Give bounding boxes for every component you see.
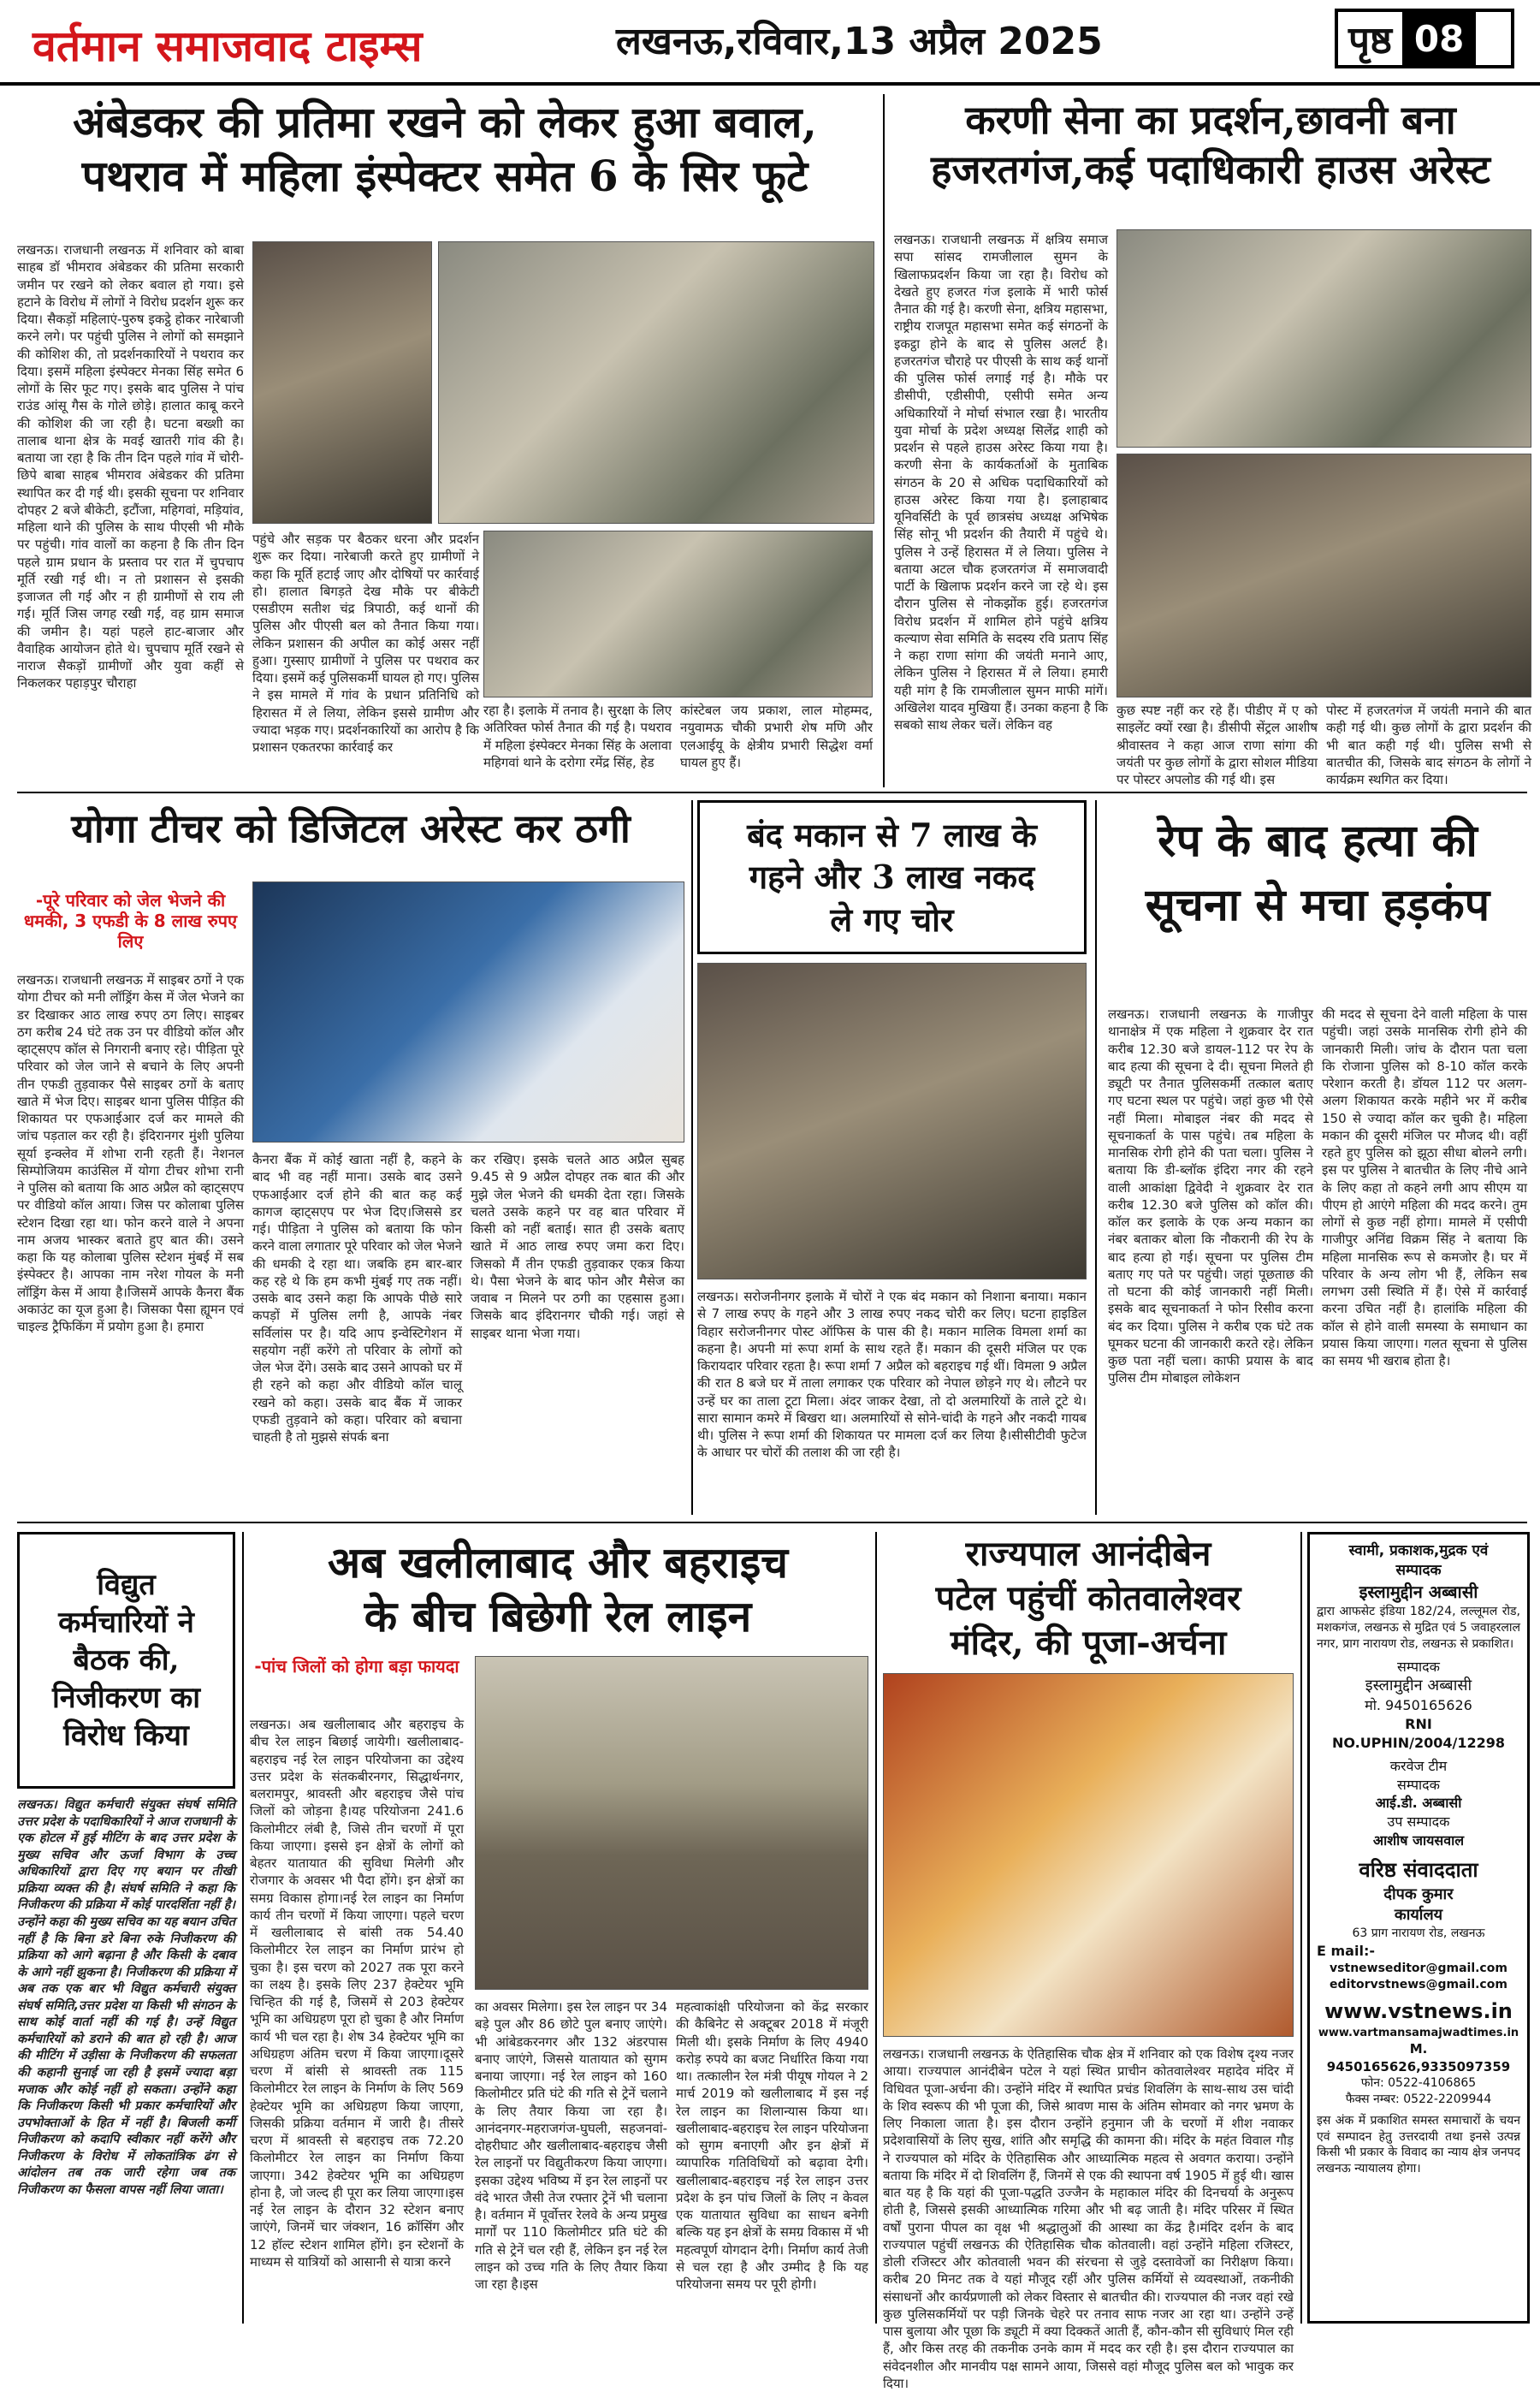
story1-headline — [17, 96, 873, 203]
story8-headline — [883, 1532, 1294, 1665]
story5-headline — [1108, 809, 1527, 938]
story8-headline-line2: पटेल पहुंचीं कोतवालेश्वर — [935, 1578, 1241, 1618]
column-divider — [242, 1532, 244, 2324]
imprint-phone: फोन: 0522-4106865 — [1360, 2075, 1477, 2090]
imprint-owner: इस्लामुद्दीन अब्बासी — [1359, 1581, 1478, 1602]
story7-photo-railway — [475, 1656, 868, 1990]
imprint-editor-label2: सम्पादक — [1397, 1658, 1440, 1675]
story2-headline-line1: करणी सेना का प्रदर्शन,छावनी बना — [965, 97, 1456, 143]
column-divider — [1095, 800, 1097, 1515]
story4-headline-line3: ले गए चोर — [830, 899, 954, 939]
story5-col2: की मदद से सूचना देने वाली महिला के पास पहुंची। जहां उसके मानसिक रोगी होने की जानकारी मिली। जांच के दौरान पता चला कि रोजाना पुलिस को 8-10 कॉल करके परेशान करती है। डॉयल 112 पर अलग-अलग शिकायत करके महीने भर में करीब 150 से ज्यादा कॉल कर चुकी है। महिला मकान की दूसरी मंजिल पर मौजद थी। वहीं रहते हुए पुलिस को झूठा सीधा बोलने लगी। इस पर पुलिस ने बातचीत के लिए नीचे आने के लिए कहा तो कहने लगी आप सीएम या पीएम हो आएंगे महिला की मदद करने। तुम लोगों से कुछ नहीं होगा। मामले में एसीपी गाजीपुर अनिंद्य विक्रम सिंह ने बताया कि महिला मानसिक रूप से कमजोर है। घर में परिवार के अन्य लोग भी हैं, लेकिन सब लगभग उसी स्थिति में हैं। ऐसे में कार्रवाई करना उचित नहीं है। हालांकि महिला की कॉल से होने वाली समस्या के समाधान का प्रयास किया जाएगा। गलत सूचना से पुलिस का समय भी खराब होता है। — [1322, 1006, 1527, 1368]
story3-photo-cyber — [252, 881, 684, 1143]
story2-photo-detained — [1116, 454, 1531, 697]
story1-col1: लखनऊ। राजधानी लखनऊ में शनिवार को बाबा साहब डॉ भीमराव अंबेडकर की प्रतिमा सरकारी जमीन पर रखने को लेकर बवाल हो गया। इसे हटाने के विरोध में लोगों ने विरोध प्रदर्शन शुरू कर दिया। सैकड़ों महिलाएं-पुरुष इकट्ठे होकर नारेबाजी करने लगे। पर पहुंची पुलिस ने लोगों को समझाने की कोशिश की, तो प्रदर्शनकारियों ने पथराव कर दिया। इसमें महिला इंस्पेक्टर मेनका सिंह समेत 6 लोगों के सिर फूट गए। इसके बाद पुलिस ने पांच राउंड आंसू गैस के गोले छोड़े। हालात काबू करने की कोशिश की जा रही है। घटना बख्शी का तालाब थाना क्षेत्र के मवई खातरी गांव की है। बताया जा रहा है कि तीन दिन पहले गांव में चोरी-छिपे बाबा साहब भीमराव अंबेडकर की प्रतिमा स्थापित कर दी गई थी। इसकी सूचना पर शनिवार दोपहर 2 बजे बीकेटी, इटौंजा, महिगवां, मड़ियांव, महिला थाने की पुलिस के साथ पीएसी भी मौके पर पहुंची। गांव वालों का कहना है कि तीन दिन पहले ग्राम प्रधान के प्रस्ताव पर रात में चुपचाप मूर्ति रखी गई थी। न तो प्रशासन से इसकी इजाजत ली गई और न ही ग्रामीणों से राय ली गई। मूर्ति जिस जगह रखी गई, वह ग्राम समाज की जमीन है। यहां पहले हाट-बाजार और वैवाहिक आयोजन होते थे। चुपचाप मूर्ति रखने से नाराज सैकड़ों ग्रामीणों और युवा कहीं से निकलकर पहाड़पुर चौराहा — [17, 242, 244, 691]
imprint-email-label: E mail:- — [1317, 1943, 1375, 1960]
story8-headline-line3: मंदिर, की पूजा-अर्चना — [950, 1623, 1227, 1663]
story8-headline-line1: राज्यपाल आनंदीबेन — [965, 1534, 1211, 1574]
column-divider — [1300, 1532, 1302, 2324]
story5-col1: लखनऊ। राजधानी लखनऊ के गाजीपुर थानाक्षेत्र में एक महिला ने शुक्रवार देर रात करीब 12.30 बजे डायल-112 पर रेप के बाद हत्या की सूचना दे दी। सूचना मिलते ही ड्यूटी पर तैनात पुलिसकर्मी तत्काल बताए गए घटना स्थल पर पहुंचे। जहां कुछ भी ऐसे नहीं मिला। मोबाइल नंबर की मदद से सूचनाकर्ता के पास पहुंचे। तब महिला के मानसिक रोगी होने की पता चला। पुलिस ने बताया कि डी-ब्लॉक इंदिरा नगर की रहने वाली आकांक्षा द्विवेदी ने शुक्रवार देर रात करीब 12.30 बजे पुलिस को कॉल की। कॉल कर इलाके के एक अन्य मकान का नंबर बताकर बोला कि नौकरानी की रेप के बाद हत्या हो गई। सूचना पर पुलिस टीम बताए गए पते पर पहुंची। जहां पूछताछ की तो घटना की कोई जानकारी नहीं मिली। इसके बाद सूचनाकर्ता ने फोन रिसीव करना बंद कर दिया। पुलिस ने करीब एक घंटे तक घूमकर घटना की जानकारी करते रहे। लेकिन कुछ पता नहीं चला। काफी प्रयास के बाद पुलिस टीम मोबाइल लोकेशन — [1108, 1006, 1313, 1386]
paper-name: वर्तमान समाजवाद टाइम्स — [33, 21, 423, 71]
story4-headline-line2: गहने और 3 लाख नकद — [749, 858, 1035, 897]
story4-col1: लखनऊ। सरोजनीनगर इलाके में चोरों ने एक बंद मकान को निशाना बनाया। मकान से 7 लाख रुपए के गहने और 3 लाख रुपए नकद चोरी कर लिए। घटना हाइडिल विहार सरोजनीनगर पोस्ट ऑफिस के पास की है। मकान मालिक विमला शर्मा का कहना है। अपनी मां रूपा शर्मा के साथ रहते हैं। मकान की दूसरी मंजिल पर एक किरायदार परिवार रहता है। रूपा शर्मा 7 अप्रैल को बहराइच गई थीं। विमला 9 अप्रैल की रात 8 बजे घर में ताला लगाकर एक परिवार को नेपाल छोड़ने गए थे। लौटने पर उन्हें घर का ताला टूटा मिला। अंदर जाकर देखा, तो दो अलमारियों के ताले टूटे थे। सारा सामान कमरे में बिखरा था। अलमारियों से सोने-चांदी के गहने और नकदी गायब थी। पुलिस ने रूपा शर्मा की शिकायत पर मामला दर्ज कर लिया है।सीसीटीवी फुटेज के आधार पर चोरों की तलाश की जा रही है। — [697, 1289, 1087, 1461]
column-divider — [883, 94, 885, 787]
story6-headline-line2: कर्मचारियों ने — [58, 1605, 194, 1640]
imprint-editor2: आई.डी. अब्बासी — [1375, 1795, 1462, 1812]
imprint-fax: फैक्स नम्बर: 0522-2209944 — [1345, 2092, 1492, 2106]
story1-photo-crowd — [438, 241, 874, 524]
page-number: 08 — [1402, 12, 1476, 65]
story7-headline — [250, 1536, 866, 1643]
story1-col3: रहा है। इलाके में तनाव है। सुरक्षा के लिए अतिरिक्त फोर्स तैनात की गई है। पथराव में महिला इंस्पेक्टर मेनका सिंह के अलावा महिगवां थाने के दरोगा रमेंद्र सिंह, हेड — [483, 703, 672, 770]
story3-headline: योगा टीचर को डिजिटल अरेस्ट कर ठगी — [71, 805, 631, 852]
story3-col1: लखनऊ। राजधानी लखनऊ में साइबर ठगों ने एक योगा टीचर को मनी लॉड्रिंग केस में जेल भेजने का डर दिखाकर आठ लाख रुपए ठग लिए। साइबर ठग करीब 24 घंटे तक उन पर वीडियो कॉल और व्हाट्सएप कॉल से निगरानी बनाए रहे। पीड़िता पूरे परिवार को जेल जाने से बचाने के लिए अपनी तीन एफडी तुड़वाकर पैसे साइबर ठगों के बताए खाते में भेज दिए। साइबर थाना पुलिस पीड़ित की शिकायत पर एफआईआर दर्ज कर मामले की जांच पड़ताल कर रही है। इंदिरानगर मुंशी पुलिया सूर्या इन्क्लेव में शोभा रानी रहती हैं। नेशनल सिम्पोजियम काउंसिल में योगा टीचर शोभा रानी ने पुलिस को बताया कि आठ अप्रैल को व्हाट्सएप पर वीडियो कॉल आया। जिस पर कोलाबा पुलिस स्टेशन दिखा रहा था। फोन करने वाले ने अपना नाम अजय भास्कर बताते हुए बात की। उसने कहा कि यह कोलाबा पुलिस स्टेशन मुंबई में सब इंस्पेक्टर है। आपका नाम नरेश गोयल के मनी लॉड्रिंग केस में आया है।जिसमें आपके कैनरा बैंक अकाउंट का यूज हुआ है। जिसका पैसा ह्यूमन एवं चाइल्ड ट्रैफिकिंग में प्रयोग हुआ है। हमारा — [17, 972, 244, 1334]
story6-col1: लखनऊ। विद्युत कर्मचारी संयुक्त संघर्ष समिति उत्तर प्रदेश के पदाधिकारियों ने आज राजधानी के एक होटल में हुई मीटिंग के बाद उत्तर प्रदेश के मुख्य सचिव और ऊर्जा विभाग के उच्च अधिकारियों द्वारा दिए गए बयान पर तीखी प्रक्रिया व्यक्त की है। संघर्ष समिति ने कहा कि निजीकरण की प्रक्रिया में कोई पारदर्शिता नहीं है। उन्होंने कहा की मुख्य सचिव का यह बयान उचित नहीं है कि बिना डरे बिना रुके निजीकरण की प्रक्रिया को आगे बढ़ाना है और किसी के दबाव के आगे नहीं झुकना है। निजीकरण की प्रक्रिया में अब तक एक बार भी विद्युत कर्मचारी संयुक्त संघर्ष समिति,उत्तर प्रदेश या किसी भी संगठन के साथ कोई वार्ता नहीं की गई है। उन्हें विद्युत कर्मचारियों को डराने की बात हो रही है। आज की मीटिंग में उड़ीसा के निजीकरण की सफलता की कहानी सुनाई जा रही है इसमें ज्यादा बड़ा मजाक और कोई नहीं हो सकता। उन्होंने कहा कि निजीकरण किसी भी प्रकार कर्मचारियों और उपभोक्ताओं के हित में नहीं है। बिजली कर्मी निजीकरण को कदापि स्वीकार नहीं करेंगे और निजीकरण के विरोध में लोकतांत्रिक ढंग से आंदोलन तब तक जारी रहेगा जब तक निजीकरण का फैसला वापस नहीं लिया जाता। — [17, 1798, 235, 2197]
story4-headline-line1: बंद मकान से 7 लाख के — [747, 815, 1037, 854]
story7-col3: महत्वाकांक्षी परियोजना को केंद्र सरकार की कैबिनेट से अक्टूबर 2018 में मंजूरी मिली थी। इसके निर्माण के लिए 4940 करोड़ रुपये का बजट निर्धारित किया गया था। तत्कालीन रेल मंत्री पीयूष गोयल ने 2 मार्च 2019 को खलीलाबाद में इस नई रेल लाइन का शिलान्यास किया था।खलीलाबाद-बहराइच रेल लाइन परियोजना को सुगम बनाएगी और इन क्षेत्रों में व्यापारिक गतिविधियों को बढ़ावा देगी। खलीलाबाद-बहराइच नई रेल लाइन उत्तर प्रदेश के इन पांच जिलों के लिए न केवल एक यातायात सुविधा का साधन बनेगी बल्कि यह इन क्षेत्रों के समग्र विकास में भी महत्वपूर्ण योगदान देगी। निर्माण कार्य तेजी से चल रहा है और उम्मीद है कि यह परियोजना समय पर पूरी होगी। — [676, 1999, 868, 2292]
story1-col4: कांस्टेबल जय प्रकाश, लाल मोहम्मद, नयुवामऊ चौकी प्रभारी शेष मणि और एलआईयू के क्षेत्रीय प्रभारी सिद्धेश वर्मा घायल हुए हैं। — [680, 703, 873, 770]
story1-photo-inspector — [252, 241, 432, 524]
story3-col3: कर रखिए। इसके चलते आठ अप्रैल सुबह 9.45 से 9 अप्रैल दोपहर तक बात की और मुझे जेल भेजने की धमकी देता रहा। जिसके चलते उसके कहने पर वह बात परिवार में किसी को नहीं बताई। सात ही उसके बताए खाते में आठ लाख रुपए जमा करा दिए। जिसको मैं तीन एफडी तुड़वाकर एकत्र किया थे। पैसा भेजने के बाद फोन और मैसेज का जवाब न मिलने पर ठगी का एहसास हुआ। जिसके बाद इंदिरानगर चौकी गई। जहां से साइबर थाना भेजा गया। — [471, 1152, 684, 1341]
story7-col1: लखनऊ। अब खलीलाबाद और बहराइच के बीच रेल लाइन बिछाई जायेगी। खलीलाबाद-बहराइच नई रेल लाइन परियोजना का उद्देश्य उत्तर प्रदेश के संतकबीरनगर, सिद्धार्थनगर, बलरामपुर, श्रावस्ती और बहराइच जैसे पांच जिलों को जोड़ना है।यह परियोजना 241.6 किलोमीटर लंबी है, जिसे तीन चरणों में पूरा किया जाएगा। इससे इन क्षेत्रों के लोगों को बेहतर यातायात की सुविधा मिलेगी और रोजगार के अवसर भी पैदा होंगे। इन क्षेत्रों का समग्र विकास होगा।नई रेल लाइन का निर्माण कार्य तीन चरणों में किया जाएगा। पहले चरण में खलीलाबाद से बांसी तक 54.40 किलोमीटर रेल लाइन का निर्माण प्रारंभ हो चुका है। इस चरण को 2027 तक पूरा करने का लक्ष्य है। इसके लिए 237 हेक्टेयर भूमि चिन्हित की गई है, जिसमें से 203 हेक्टेयर भूमि का अधिग्रहण पूरा हो चुका है और निर्माण कार्य भी चल रहा है। शेष 34 हेक्टेयर भूमि का अधिग्रहण अंतिम चरण में किया जाएगा।दूसरे चरण में बांसी से श्रावस्ती तक 115 किलोमीटर रेल लाइन के निर्माण के लिए 569 हेक्टेयर भूमि का अधिग्रहण किया जाएगा, जिसकी प्रक्रिया वर्तमान में जारी है। तीसरे चरण में श्रावस्ती से बहराइच तक 72.20 किलोमीटर रेल लाइन का निर्माण किया जाएगा। 342 हेक्टेयर भूमि का अधिग्रहण होना है, जो जल्द ही पूरा कर लिया जाएगा।इस नई रेल लाइन के दौरान 32 स्टेशन बनाए जाएंगे, जिनमें चार जंक्शन, 16 क्रॉसिंग और 12 हॉल्ट स्टेशन शामिल होंगे। इन स्टेशनों के माध्यम से यात्रियों को आसानी से यात्रा करने — [250, 1717, 464, 2270]
imprint-email2[interactable]: editorvstnews@gmail.com — [1330, 1977, 1507, 1991]
imprint-editor-label: सम्पादक — [1395, 1561, 1442, 1579]
story1-headline-line2: पथराव में महिला इंस्पेक्टर समेत 6 के सिर फूटे — [81, 150, 808, 201]
story2-headline-line2: हजरतगंज,कई पदाधिकारी हाउस अरेस्ट — [931, 145, 1490, 193]
imprint-email1[interactable]: vstnewseditor@gmail.com — [1330, 1961, 1507, 1975]
imprint-subeditor-label: उप सम्पादक — [1387, 1813, 1450, 1830]
imprint-rni: NO.UPHIN/2004/12298 — [1331, 1734, 1506, 1751]
story4-photo-jewellery — [697, 963, 1087, 1279]
imprint-senior-label: वरिष्ठ संवाददाता — [1359, 1858, 1478, 1883]
story3-col2: कैनरा बैंक में कोई खाता नहीं है, कहने के बाद भी वह नहीं माना। उसके बाद उसने एफआईआर दर्ज होने की बात कह कई कागज व्हाट्सएप पर भेज दिए।जिससे डर गई। पीड़िता ने पुलिस को बताया कि फोन करने वाला लगातार पूरे परिवार को जेल भेजने की धमकी दे रहा था। जबकि हम बार-बार कह रहे थे कि हम कभी मुंबई गए तक नहीं। उसके बाद उसने कहा कि आपके पीछे सारे कपड़ों में पुलिस लगी है, आपके नंबर सर्विलांस पर है। यदि आप इन्वेस्टिगेशन में सहयोग नहीं करेंगे तो परिवार के लोगों को जेल भेज देंगे। उसके बाद उसने आपको घर में ही रहने को कहा और वीडियो कॉल चालू रखने को कहा। उसके बाद बैंक में जाकर एफडी तुड़वाने को कहा। परिवार को बचाना चाहती है तो मुझसे संपर्क बना — [252, 1152, 462, 1445]
story6-headline-line3: बैठक की, — [73, 1642, 180, 1677]
story2-headline — [894, 96, 1527, 194]
section-divider — [17, 792, 1527, 793]
imprint-rni-label: RNI — [1405, 1716, 1432, 1733]
story1-photo-stone-pelting — [483, 531, 873, 697]
page-number-box — [1335, 9, 1514, 68]
story4-headline-box — [697, 800, 1087, 954]
story5-headline-line2: सूचना से मचा हड़कंप — [1145, 879, 1490, 932]
story7-headline-line1: अब खलीलाबाद और बहराइच — [327, 1537, 789, 1588]
imprint-owner-label: स्वामी, प्रकाशक,मुद्रक एवं — [1348, 1542, 1489, 1559]
page-label: पृष्ठ — [1348, 19, 1392, 62]
imprint-address: द्वारा आफसेट इंडिया 182/24, लल्लूमल रोड, मशकगंज, लखनऊ से मुद्रित एवं 5 जवाहरलाल नगर, प्राग नारायण रोड, लखनऊ से प्रकाशित। — [1317, 1604, 1520, 1651]
story2-col2: कुछ स्पष्ट नहीं कर रहे हैं। पीडीए में ए को साइलेंट क्यों रखा है। डीसीपी सेंट्रल आशीष श्रीवास्तव ने कहा आज राणा सांगा की जयंती पर कुछ लोगों के द्वारा सोशल मीडिया पर पोस्टर अपलोड की गई थी। इस — [1116, 703, 1318, 787]
story1-col2: पहुंचे और सड़क पर बैठकर धरना और प्रदर्शन शुरू कर दिया। नारेबाजी करते हुए ग्रामीणों ने कहा कि मूर्ति हटाई जाए और दोषियों पर कार्रवाई हो। हालात बिगड़ते देख मौके पर बीकेटी एसडीएम सतीश चंद्र त्रिपाठी, कई थानों की पुलिस और पीएसी बल को तैनात किया गया। लेकिन प्रशासन की अपील का कोई असर नहीं हुआ। गुस्साए ग्रामीणों ने पुलिस पर पथराव कर दिया। इसमें कई पुलिसकर्मी घायल हो गए। पुलिस ने इस मामले में गांव के प्रधान प्रतिनिधि को हिरासत में ले लिया, लेकिन इससे ग्रामीण और ज्यादा भड़क गए। प्रदर्शनकारियों का आरोप है कि प्रशासन एकतरफा कार्रवाई कर — [252, 531, 479, 755]
story6-headline-line1: विद्युत — [97, 1567, 156, 1602]
story2-photo-police — [1116, 229, 1531, 448]
imprint-subeditor: आशीष जायसवाल — [1372, 1831, 1465, 1849]
story3-subhead: -पूरे परिवार को जेल भेजने की धमकी, 3 एफडी के 8 लाख रुपए लिए — [23, 890, 238, 952]
story7-subhead: -पांच जिलों को होगा बड़ा फायदा — [254, 1656, 459, 1677]
story1-headline-line1: अंबेडकर की प्रतिमा रखने को लेकर हुआ बवाल, — [73, 97, 817, 147]
story2-col3: पोस्ट में हजरतगंज में जयंती मनाने की बात कही गई थी। कुछ लोगों के द्वारा प्रदर्शन की भी बात कही गई थी। पुलिस सभी से बातचीत की, जिसके बाद संगठन के लोगों ने कार्यक्रम स्थगित कर दिया। — [1326, 703, 1531, 787]
imprint-mobile2: M. 9450165626,9335097359 — [1326, 2041, 1511, 2074]
story8-photo-temple — [883, 1673, 1294, 2037]
dateline: लखनऊ,रविवार,13 अप्रैल 2025 — [616, 20, 1103, 63]
imprint-office: 63 प्राग नारायण रोड, लखनऊ — [1352, 1926, 1485, 1941]
story7-col2: का अवसर मिलेगा। इस रेल लाइन पर 34 बड़े पुल और 86 छोटे पुल बनाए जाएंगे। भी आंबेडकरनगर और 132 अंडरपास बनाए जाएंगे, जिससे यातायात को सुगम बनाया जाएगा। नई रेल लाइन को 160 किलोमीटर प्रति घंटे की गति से ट्रेनें चलाने के लिए तैयार किया जा रहा है। आनंदनगर-महराजगंज-घुघली, सहजनवां-दोहरीघाट और खलीलाबाद-बहराइच जैसी रेल लाइनों पर विद्युतीकरण किया जाएगा। इसका उद्देश्य भविष्य में इन रेल लाइनों पर वंदे भारत जैसी तेज रफ्तार ट्रेनें भी चलाना है। वर्तमान में पूर्वोत्तर रेलवे के अन्य प्रमुख मार्गों पर 110 किलोमीटर प्रति घंटे की गति से ट्रेनें चल रही हैं, लेकिन इन नई रेल लाइन को उच्च गति के लिए तैयार किया जा रहा है।इस — [475, 1999, 667, 2292]
imprint-editor2-label: सम्पादक — [1397, 1776, 1440, 1793]
imprint-website1[interactable]: www.vstnews.in — [1324, 1999, 1513, 2024]
story6-headline-line5: विरोध किया — [63, 1718, 189, 1754]
imprint-disclaimer: इस अंक में प्रकाशित समस्त समाचारों के चयन एवं सम्पादन हेतु उत्तरदायी तथा इनसे उत्पन्न किसी भी प्रकार के विवाद का न्याय क्षेत्र जनपद लखनऊ न्यायालय होगा। — [1317, 2113, 1520, 2176]
imprint-senior: दीपक कुमार — [1383, 1885, 1454, 1903]
imprint-mobile: मो. 9450165626 — [1365, 1697, 1472, 1714]
imprint-box — [1307, 1532, 1530, 2324]
imprint-office-label: कार्यालय — [1394, 1905, 1443, 1924]
imprint-website2[interactable]: www.vartmansamajwadtimes.in — [1318, 2026, 1519, 2039]
story7-headline-line2: के बीच बिछेगी रेल लाइन — [364, 1590, 752, 1641]
section-divider — [17, 1522, 1527, 1523]
imprint-team-label: करवेज टीम — [1389, 1758, 1448, 1775]
story8-col1: लखनऊ। राजधानी लखनऊ के ऐतिहासिक चौक क्षेत्र में शनिवार को एक विशेष दृश्य नजर आया। राज्यपाल आनंदीबेन पटेल ने यहां स्थित प्राचीन कोतवालेश्वर महादेव मंदिर में विधिवत पूजा-अर्चना की। उन्होंने मंदिर में स्थापित प्रचंड शिवलिंग के साथ-साथ उस चांदी के शिव स्वरूप की भी पूजा की, जिसे श्रावण मास के अंतिम सोमवार को नगर भ्रमण के लिए निकाला जाता है। इस दौरान उन्होंने हनुमान जी के चरणों में शीश नवाकर प्रदेशवासियों के लिए सुख, शांति और समृद्धि की कामना की। मंदिर के महंत विवाल गौड़ ने राज्यपाल को मंदिर के ऐतिहासिक और आध्यात्मिक महत्व से अवगत कराया। उन्होंने बताया कि मंदिर में दो शिवलिंग हैं, जिनमें से एक की स्थापना वर्ष 1905 में हुई थी। खास बात यह है कि यहां की पूजा-पद्धति उज्जैन के महाकाल मंदिर की दिनचर्या के अनुरूप होती है, जिससे इसकी आध्यात्मिक गरिमा और भी बढ़ जाती है। मंदिर परिसर में स्थित वर्षों पुराना पीपल का वृक्ष भी श्रद्धालुओं की आस्था का केंद्र है।मंदिर दर्शन के बाद राज्यपाल पहुंचीं लखनऊ की ऐतिहासिक चौक कोतवाली। वहां उन्होंने महिला रजिस्टर, डोली रजिस्टर और कोतवाली भवन की संरचना से जुड़े दस्तावेजों का निरीक्षण किया। करीब 20 मिनट तक वे यहां मौजूद रहीं और पुलिस कर्मियों से व्यवस्थाओं, तकनीकी संसाधनों और कार्यप्रणाली को लेकर विस्तार से बातचीत की। राज्यपाल की नजर वहां रखे कुछ पुलिसकर्मियों पर पड़ी जिनके चेहरे पर तनाव साफ नजर आ रहा था। उन्होंने उन्हें पास बुलाया और पूछा कि ड्यूटी में क्या दिक्कतें आती हैं, कौन-कौन सी सुविधाएं मिल रही हैं, और किस तरह की तकनीक उनके काम में मदद कर रही है। इस दौरान राज्यपाल का संवेदनशील और मानवीय पक्ष सामने आया, जिससे वहां मौजूद पुलिस बल को भावुक कर दिया। — [883, 2046, 1294, 2391]
story6-headline — [52, 1566, 200, 1755]
story2-col1: लखनऊ। राजधानी लखनऊ में क्षत्रिय समाज सपा सांसद रामजीलाल सुमन के खिलाफप्रदर्शन किया जा रहा है। विरोध को देखते हुए हजरत गंज इलाके में भारी फोर्स तैनात की गई है। करणी सेना, क्षत्रिय महासभा, राष्ट्रीय राजपूत महासभा समेत कई संगठनों के इकट्ठा होने के बाद से पुलिस अलर्ट है। हजरतगंज चौराहे पर पीएसी के साथ कई थानों की पुलिस फोर्स लगाई गई है। मौके पर डीसीपी, एडीसीपी, एसीपी समेत अन्य अधिकारियों ने मोर्चा संभाल रखा है। भारतीय युवा मोर्चा के प्रदेश अध्यक्ष सिलेंद्र शाही को प्रदर्शन से पहले हाउस अरेस्ट किया गया है। करणी सेना के कार्यकर्ताओं के मुताबिक संगठन के 20 से अधिक पदाधिकारियों को हाउस अरेस्ट किया गया है। इलाहाबाद यूनिवर्सिटी के पूर्व छात्रसंघ अध्यक्ष अभिषेक सिंह सोनू भी प्रदर्शन की तैयारी में पहुंचे थे। पुलिस ने उन्हें हिरासत में ले लिया। पुलिस ने बताया अटल चौक हजरतगंज में समाजवादी पार्टी के खिलाफ प्रदर्शन करने जा रहे थे। इस दौरान पुलिस से नोकझोंक हुई। हजरतगंज विरोध प्रदर्शन में शामिल होने पहुंचे क्षत्रिय कल्याण सेवा समिति के सदस्य रवि प्रताप सिंह ने कहा राणा सांगा की जयंती मनाने आए, लेकिन पुलिस ने हिरासत में ले लिया। हमारी यही मांग है कि रामजीलाल सुमन माफी मांगें। अखिलेश यादव मुखिया हैं। उनका कहना है कि सबको साथ लेकर चलें। लेकिन वह — [894, 232, 1108, 733]
story6-headline-line4: निजीकरण का — [51, 1681, 201, 1716]
column-divider — [691, 800, 693, 1515]
story6-headline-box — [17, 1532, 235, 1789]
story4-headline — [747, 814, 1037, 941]
column-divider — [875, 1532, 877, 2324]
story5-headline-line1: रेप के बाद हत्या की — [1158, 815, 1478, 867]
imprint-editor: इस्लामुद्दीन अब्बासी — [1365, 1677, 1472, 1695]
